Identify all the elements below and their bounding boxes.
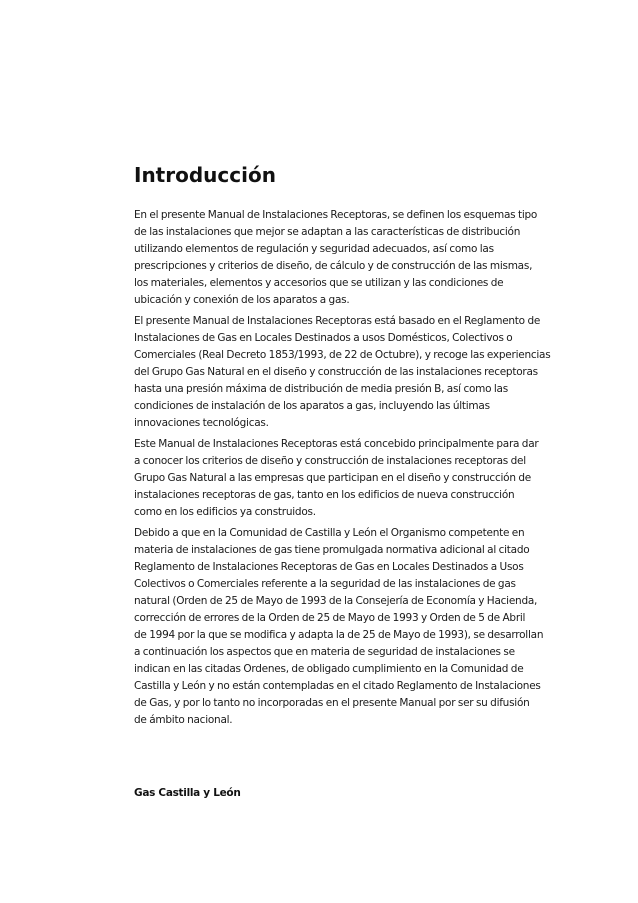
document-body (134, 162, 550, 733)
paragraph-line: condiciones de instalación de los aparatos a gas, incluyendo las últimas (134, 400, 490, 412)
paragraph-line: de Gas, y por lo tanto no incorporadas en el presente Manual por ser su difusión (134, 697, 530, 709)
paragraph-line: Colectivos o Comerciales referente a la seguridad de las instalaciones de gas (134, 578, 516, 590)
paragraph-line: prescripciones y criterios de diseño, de cálculo y de construcción de las mismas, (134, 260, 533, 272)
paragraph-line: de ámbito nacional. (134, 714, 233, 726)
signature: Gas Castilla y León (134, 787, 241, 799)
paragraph-4 (134, 525, 550, 729)
paragraph-line: instalaciones receptoras de gas, tanto en los edificios de nueva construcción (134, 489, 515, 501)
paragraph-line: Instalaciones de Gas en Locales Destinados a usos Domésticos, Colectivos o (134, 332, 513, 344)
paragraph-line: Debido a que en la Comunidad de Castilla y León el Organismo competente en (134, 527, 525, 539)
paragraph-line: indican en las citadas Ordenes, de obligado cumplimiento en la Comunidad de (134, 663, 524, 675)
paragraph-line: materia de instalaciones de gas tiene promulgada normativa adicional al citado (134, 544, 530, 556)
paragraph-line: utilizando elementos de regulación y seguridad adecuados, así como las (134, 243, 494, 255)
paragraph-line: Comerciales (Real Decreto 1853/1993, de 22 de Octubre), y recoge las experiencias (134, 349, 551, 361)
paragraph-line: del Grupo Gas Natural en el diseño y construcción de las instalaciones receptoras (134, 366, 538, 378)
paragraph-line: de las instalaciones que mejor se adaptan a las características de distribución (134, 226, 521, 238)
paragraph-line: los materiales, elementos y accesorios que se utilizan y las condiciones de (134, 277, 504, 289)
paragraph-line: Grupo Gas Natural a las empresas que participan en el diseño y construcción de (134, 472, 531, 484)
paragraph-line: a conocer los criterios de diseño y construcción de instalaciones receptoras del (134, 455, 526, 467)
paragraph-line: ubicación y conexión de los aparatos a gas. (134, 294, 350, 306)
paragraph-2 (134, 313, 550, 432)
paragraph-3 (134, 436, 550, 521)
paragraph-line: Reglamento de Instalaciones Receptoras de Gas en Locales Destinados a Usos (134, 561, 524, 573)
paragraph-line: corrección de errores de la Orden de 25 de Mayo de 1993 y Orden de 5 de Abril (134, 612, 526, 624)
paragraph-line: como en los edificios ya construidos. (134, 506, 316, 518)
paragraph-line: El presente Manual de Instalaciones Receptoras está basado en el Reglamento de (134, 315, 541, 327)
paragraph-line: hasta una presión máxima de distribución de media presión B, así como las (134, 383, 508, 395)
paragraph-line: Este Manual de Instalaciones Receptoras está concebido principalmente para dar (134, 438, 539, 450)
paragraph-line: En el presente Manual de Instalaciones Receptoras, se definen los esquemas tipo (134, 209, 538, 221)
paragraph-line: de 1994 por la que se modifica y adapta la de 25 de Mayo de 1993), se desarrollan (134, 629, 544, 641)
paragraph-line: natural (Orden de 25 de Mayo de 1993 de la Consejería de Economía y Hacienda, (134, 595, 538, 607)
paragraph-line: Castilla y León y no están contempladas en el citado Reglamento de Instalaciones (134, 680, 541, 692)
paragraph-1 (134, 207, 550, 309)
paragraph-line: innovaciones tecnológicas. (134, 417, 269, 429)
paragraph-line: a continuación los aspectos que en materia de seguridad de instalaciones se (134, 646, 515, 658)
page-title: Introducción (134, 163, 276, 187)
